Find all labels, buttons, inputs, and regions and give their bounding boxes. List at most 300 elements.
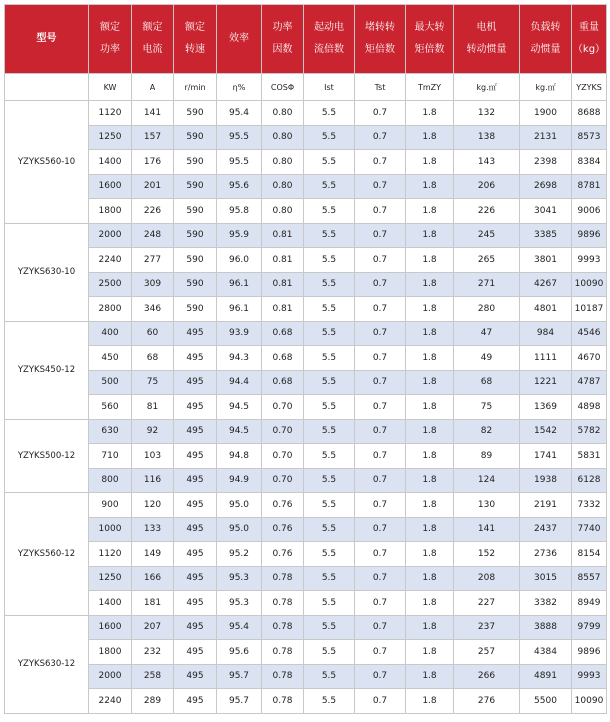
value-cell: 0.7 [355, 199, 406, 224]
value-cell: 1.8 [406, 199, 454, 224]
value-cell: 495 [174, 419, 217, 444]
value-cell: 495 [174, 346, 217, 371]
table-row [5, 493, 607, 518]
value-cell: 1938 [520, 468, 572, 493]
value-cell: 95.0 [217, 493, 262, 518]
value-cell: 68 [454, 370, 520, 395]
table-row [5, 248, 607, 273]
value-cell: 60 [132, 321, 174, 346]
value-cell: 0.76 [262, 517, 304, 542]
value-cell: 237 [454, 615, 520, 640]
value-cell: 0.7 [355, 101, 406, 126]
model-cell: YZYKS560-12 [5, 493, 89, 616]
table-row [5, 542, 607, 567]
table-header [5, 5, 607, 101]
value-cell: 132 [454, 101, 520, 126]
table-row [5, 125, 607, 150]
table-row [5, 150, 607, 175]
value-cell: 95.0 [217, 517, 262, 542]
header-cell [406, 5, 454, 74]
value-cell: 450 [89, 346, 132, 371]
value-cell: 495 [174, 542, 217, 567]
value-cell: 5.5 [304, 542, 355, 567]
header-cell [174, 5, 217, 74]
value-cell: 1.8 [406, 125, 454, 150]
value-cell: 1542 [520, 419, 572, 444]
value-cell: 2240 [89, 689, 132, 714]
value-cell: 0.80 [262, 125, 304, 150]
value-cell: 120 [132, 493, 174, 518]
header-text: 功率 [272, 22, 293, 33]
value-cell: 1.8 [406, 321, 454, 346]
header-text: 额定 [142, 22, 163, 33]
model-cell: YZYKS630-12 [5, 615, 89, 713]
value-cell: 0.68 [262, 370, 304, 395]
value-cell: 0.7 [355, 125, 406, 150]
value-cell: 5.5 [304, 468, 355, 493]
value-cell: 10187 [572, 297, 607, 322]
value-cell: 141 [454, 517, 520, 542]
value-cell: 5.5 [304, 615, 355, 640]
value-cell: 1000 [89, 517, 132, 542]
value-cell: 0.7 [355, 615, 406, 640]
value-cell: 1.8 [406, 640, 454, 665]
value-cell: 5.5 [304, 297, 355, 322]
value-cell: 130 [454, 493, 520, 518]
value-cell: 0.80 [262, 150, 304, 175]
value-cell: 0.68 [262, 321, 304, 346]
value-cell: 1120 [89, 542, 132, 567]
value-cell: 95.8 [217, 199, 262, 224]
header-cell [132, 5, 174, 74]
model-cell: YZYKS500-12 [5, 419, 89, 493]
value-cell: 258 [132, 664, 174, 689]
value-cell: 95.4 [217, 615, 262, 640]
value-cell: 0.7 [355, 297, 406, 322]
value-cell: 248 [132, 223, 174, 248]
value-cell: 0.7 [355, 542, 406, 567]
value-cell: 7332 [572, 493, 607, 518]
value-cell: 0.7 [355, 517, 406, 542]
value-cell: 5.5 [304, 125, 355, 150]
value-cell: 495 [174, 321, 217, 346]
header-text: 动惯量 [530, 44, 561, 55]
value-cell: 590 [174, 199, 217, 224]
value-cell: 96.0 [217, 248, 262, 273]
value-cell: 1741 [520, 444, 572, 469]
value-cell: 590 [174, 174, 217, 199]
value-cell: 3041 [520, 199, 572, 224]
value-cell: 0.7 [355, 346, 406, 371]
value-cell: 0.80 [262, 174, 304, 199]
value-cell: 8781 [572, 174, 607, 199]
value-cell: 1.8 [406, 150, 454, 175]
value-cell: 10090 [572, 689, 607, 714]
value-cell: 176 [132, 150, 174, 175]
value-cell: 95.7 [217, 689, 262, 714]
header-cell [304, 5, 355, 74]
value-cell: 3015 [520, 566, 572, 591]
value-cell: 0.7 [355, 493, 406, 518]
value-cell: 149 [132, 542, 174, 567]
value-cell: 5.5 [304, 272, 355, 297]
value-cell: 9799 [572, 615, 607, 640]
value-cell: 0.7 [355, 150, 406, 175]
table-row [5, 591, 607, 616]
value-cell: 2131 [520, 125, 572, 150]
header-cell [355, 5, 406, 74]
value-cell: 1800 [89, 199, 132, 224]
value-cell: 9006 [572, 199, 607, 224]
unit-cell: A [132, 74, 174, 101]
header-text: 起动电 [314, 22, 344, 33]
header-text: 效率 [229, 33, 249, 44]
table-row [5, 101, 607, 126]
value-cell: 4891 [520, 664, 572, 689]
table-row [5, 321, 607, 346]
value-cell: 138 [454, 125, 520, 150]
value-cell: 5.5 [304, 199, 355, 224]
value-cell: 96.1 [217, 297, 262, 322]
value-cell: 1600 [89, 615, 132, 640]
table-row [5, 664, 607, 689]
value-cell: 495 [174, 444, 217, 469]
value-cell: 5.5 [304, 689, 355, 714]
value-cell: 0.7 [355, 272, 406, 297]
value-cell: 2000 [89, 223, 132, 248]
value-cell: 10090 [572, 272, 607, 297]
value-cell: 0.7 [355, 248, 406, 273]
table-row [5, 223, 607, 248]
table-row [5, 395, 607, 420]
header-text: 额定 [100, 22, 120, 33]
value-cell: 0.7 [355, 395, 406, 420]
value-cell: 1.8 [406, 370, 454, 395]
value-cell: 1.8 [406, 297, 454, 322]
value-cell: 95.6 [217, 640, 262, 665]
value-cell: 2437 [520, 517, 572, 542]
value-cell: 1800 [89, 640, 132, 665]
value-cell: 0.78 [262, 664, 304, 689]
value-cell: 0.78 [262, 591, 304, 616]
value-cell: 289 [132, 689, 174, 714]
unit-cell: kg.㎡ [520, 74, 572, 101]
value-cell: 2698 [520, 174, 572, 199]
header-text: 额定 [185, 22, 205, 33]
value-cell: 95.9 [217, 223, 262, 248]
value-cell: 5.5 [304, 150, 355, 175]
value-cell: 2398 [520, 150, 572, 175]
table-row [5, 566, 607, 591]
value-cell: 8573 [572, 125, 607, 150]
value-cell: 0.80 [262, 101, 304, 126]
header-text: 负载转 [530, 22, 561, 33]
value-cell: 495 [174, 468, 217, 493]
header-cell [572, 5, 607, 74]
header-text: 电机 [476, 22, 497, 33]
value-cell: 207 [132, 615, 174, 640]
value-cell: 590 [174, 101, 217, 126]
value-cell: 0.7 [355, 689, 406, 714]
value-cell: 1.8 [406, 101, 454, 126]
value-cell: 5.5 [304, 174, 355, 199]
value-cell: 5.5 [304, 566, 355, 591]
table-row [5, 419, 607, 444]
value-cell: 0.76 [262, 493, 304, 518]
value-cell: 590 [174, 248, 217, 273]
value-cell: 5.5 [304, 493, 355, 518]
table-row [5, 444, 607, 469]
unit-cell: Ist [304, 74, 355, 101]
header-text: 矩倍数 [365, 44, 395, 55]
value-cell: 95.5 [217, 150, 262, 175]
value-cell: 103 [132, 444, 174, 469]
value-cell: 346 [132, 297, 174, 322]
value-cell: 5.5 [304, 664, 355, 689]
value-cell: 1.8 [406, 591, 454, 616]
value-cell: 7740 [572, 517, 607, 542]
value-cell: 4787 [572, 370, 607, 395]
value-cell: 9993 [572, 248, 607, 273]
header-text: 重量 [579, 22, 599, 33]
value-cell: 0.7 [355, 223, 406, 248]
value-cell: 0.76 [262, 542, 304, 567]
header-cell [520, 5, 572, 74]
value-cell: 1400 [89, 150, 132, 175]
value-cell: 1369 [520, 395, 572, 420]
value-cell: 495 [174, 566, 217, 591]
value-cell: 0.70 [262, 468, 304, 493]
value-cell: 2500 [89, 272, 132, 297]
value-cell: 5.5 [304, 517, 355, 542]
value-cell: 495 [174, 370, 217, 395]
unit-cell: KW [89, 74, 132, 101]
value-cell: 0.7 [355, 174, 406, 199]
value-cell: 226 [454, 199, 520, 224]
value-cell: 5.5 [304, 370, 355, 395]
value-cell: 2800 [89, 297, 132, 322]
value-cell: 1.8 [406, 223, 454, 248]
value-cell: 201 [132, 174, 174, 199]
value-cell: 0.80 [262, 199, 304, 224]
value-cell: 82 [454, 419, 520, 444]
value-cell: 1.8 [406, 664, 454, 689]
value-cell: 0.78 [262, 615, 304, 640]
value-cell: 9896 [572, 223, 607, 248]
value-cell: 2191 [520, 493, 572, 518]
value-cell: 0.7 [355, 591, 406, 616]
value-cell: 226 [132, 199, 174, 224]
unit-cell: kg.㎡ [454, 74, 520, 101]
value-cell: 4546 [572, 321, 607, 346]
value-cell: 1.8 [406, 493, 454, 518]
value-cell: 2736 [520, 542, 572, 567]
value-cell: 8557 [572, 566, 607, 591]
value-cell: 1111 [520, 346, 572, 371]
value-cell: 8384 [572, 150, 607, 175]
unit-cell: r/min [174, 74, 217, 101]
value-cell: 0.81 [262, 223, 304, 248]
value-cell: 95.4 [217, 101, 262, 126]
value-cell: 0.81 [262, 272, 304, 297]
value-cell: 5.5 [304, 640, 355, 665]
table-row [5, 468, 607, 493]
header-text: 流倍数 [314, 44, 344, 55]
value-cell: 276 [454, 689, 520, 714]
value-cell: 94.5 [217, 419, 262, 444]
value-cell: 166 [132, 566, 174, 591]
value-cell: 984 [520, 321, 572, 346]
model-cell: YZYKS630-10 [5, 223, 89, 321]
value-cell: 1.8 [406, 542, 454, 567]
value-cell: 94.3 [217, 346, 262, 371]
value-cell: 400 [89, 321, 132, 346]
value-cell: 900 [89, 493, 132, 518]
value-cell: 560 [89, 395, 132, 420]
value-cell: 95.3 [217, 591, 262, 616]
value-cell: 0.7 [355, 321, 406, 346]
value-cell: 4670 [572, 346, 607, 371]
model-cell: YZYKS560-10 [5, 101, 89, 224]
header-text: （kg） [572, 44, 606, 55]
value-cell: 1120 [89, 101, 132, 126]
value-cell: 124 [454, 468, 520, 493]
value-cell: 0.70 [262, 444, 304, 469]
value-cell: 208 [454, 566, 520, 591]
value-cell: 5831 [572, 444, 607, 469]
value-cell: 5500 [520, 689, 572, 714]
value-cell: 94.4 [217, 370, 262, 395]
value-cell: 94.8 [217, 444, 262, 469]
value-cell: 4898 [572, 395, 607, 420]
header-text: 电流 [142, 44, 163, 55]
value-cell: 1600 [89, 174, 132, 199]
value-cell: 1.8 [406, 248, 454, 273]
value-cell: 0.81 [262, 248, 304, 273]
value-cell: 81 [132, 395, 174, 420]
value-cell: 133 [132, 517, 174, 542]
table-row [5, 370, 607, 395]
value-cell: 590 [174, 150, 217, 175]
value-cell: 1900 [520, 101, 572, 126]
unit-cell: YZYKS [572, 74, 607, 101]
value-cell: 1.8 [406, 517, 454, 542]
value-cell: 143 [454, 150, 520, 175]
value-cell: 495 [174, 517, 217, 542]
value-cell: 4267 [520, 272, 572, 297]
value-cell: 5.5 [304, 395, 355, 420]
value-cell: 75 [132, 370, 174, 395]
table-row [5, 615, 607, 640]
header-row [5, 5, 607, 74]
value-cell: 227 [454, 591, 520, 616]
value-cell: 3382 [520, 591, 572, 616]
value-cell: 0.81 [262, 297, 304, 322]
value-cell: 5.5 [304, 346, 355, 371]
value-cell: 1.8 [406, 566, 454, 591]
value-cell: 157 [132, 125, 174, 150]
value-cell: 495 [174, 615, 217, 640]
value-cell: 49 [454, 346, 520, 371]
value-cell: 630 [89, 419, 132, 444]
table-row [5, 199, 607, 224]
value-cell: 3385 [520, 223, 572, 248]
header-text: 矩倍数 [414, 44, 445, 55]
value-cell: 257 [454, 640, 520, 665]
value-cell: 89 [454, 444, 520, 469]
value-cell: 5.5 [304, 444, 355, 469]
value-cell: 245 [454, 223, 520, 248]
value-cell: 0.70 [262, 395, 304, 420]
header-text: 堵转转 [365, 22, 395, 33]
value-cell: 2240 [89, 248, 132, 273]
value-cell: 0.7 [355, 444, 406, 469]
table-row [5, 640, 607, 665]
value-cell: 4384 [520, 640, 572, 665]
value-cell: 5.5 [304, 591, 355, 616]
value-cell: 5.5 [304, 419, 355, 444]
header-text: 最大转 [414, 22, 445, 33]
value-cell: 5.5 [304, 101, 355, 126]
value-cell: 800 [89, 468, 132, 493]
value-cell: 1400 [89, 591, 132, 616]
value-cell: 152 [454, 542, 520, 567]
value-cell: 95.6 [217, 174, 262, 199]
table-row [5, 297, 607, 322]
header-text: 功率 [100, 44, 120, 55]
value-cell: 495 [174, 591, 217, 616]
table-row [5, 346, 607, 371]
table-row [5, 272, 607, 297]
value-cell: 1.8 [406, 468, 454, 493]
value-cell: 6128 [572, 468, 607, 493]
value-cell: 495 [174, 689, 217, 714]
value-cell: 92 [132, 419, 174, 444]
value-cell: 277 [132, 248, 174, 273]
value-cell: 0.7 [355, 664, 406, 689]
units-row [5, 74, 607, 101]
value-cell: 5.5 [304, 321, 355, 346]
value-cell: 495 [174, 395, 217, 420]
unit-cell: COSΦ [262, 74, 304, 101]
value-cell: 590 [174, 297, 217, 322]
unit-cell: TmZY [406, 74, 454, 101]
header-cell [89, 5, 132, 74]
value-cell: 500 [89, 370, 132, 395]
value-cell: 68 [132, 346, 174, 371]
value-cell: 495 [174, 493, 217, 518]
value-cell: 5.5 [304, 223, 355, 248]
value-cell: 1.8 [406, 419, 454, 444]
value-cell: 710 [89, 444, 132, 469]
value-cell: 95.2 [217, 542, 262, 567]
header-cell [454, 5, 520, 74]
value-cell: 271 [454, 272, 520, 297]
header-text: 型号 [36, 33, 57, 44]
unit-cell: η% [217, 74, 262, 101]
header-text: 转动惯量 [466, 44, 507, 55]
value-cell: 265 [454, 248, 520, 273]
value-cell: 1.8 [406, 395, 454, 420]
value-cell: 1.8 [406, 174, 454, 199]
value-cell: 95.7 [217, 664, 262, 689]
table-row [5, 174, 607, 199]
value-cell: 0.78 [262, 566, 304, 591]
value-cell: 94.9 [217, 468, 262, 493]
value-cell: 47 [454, 321, 520, 346]
value-cell: 266 [454, 664, 520, 689]
value-cell: 9896 [572, 640, 607, 665]
